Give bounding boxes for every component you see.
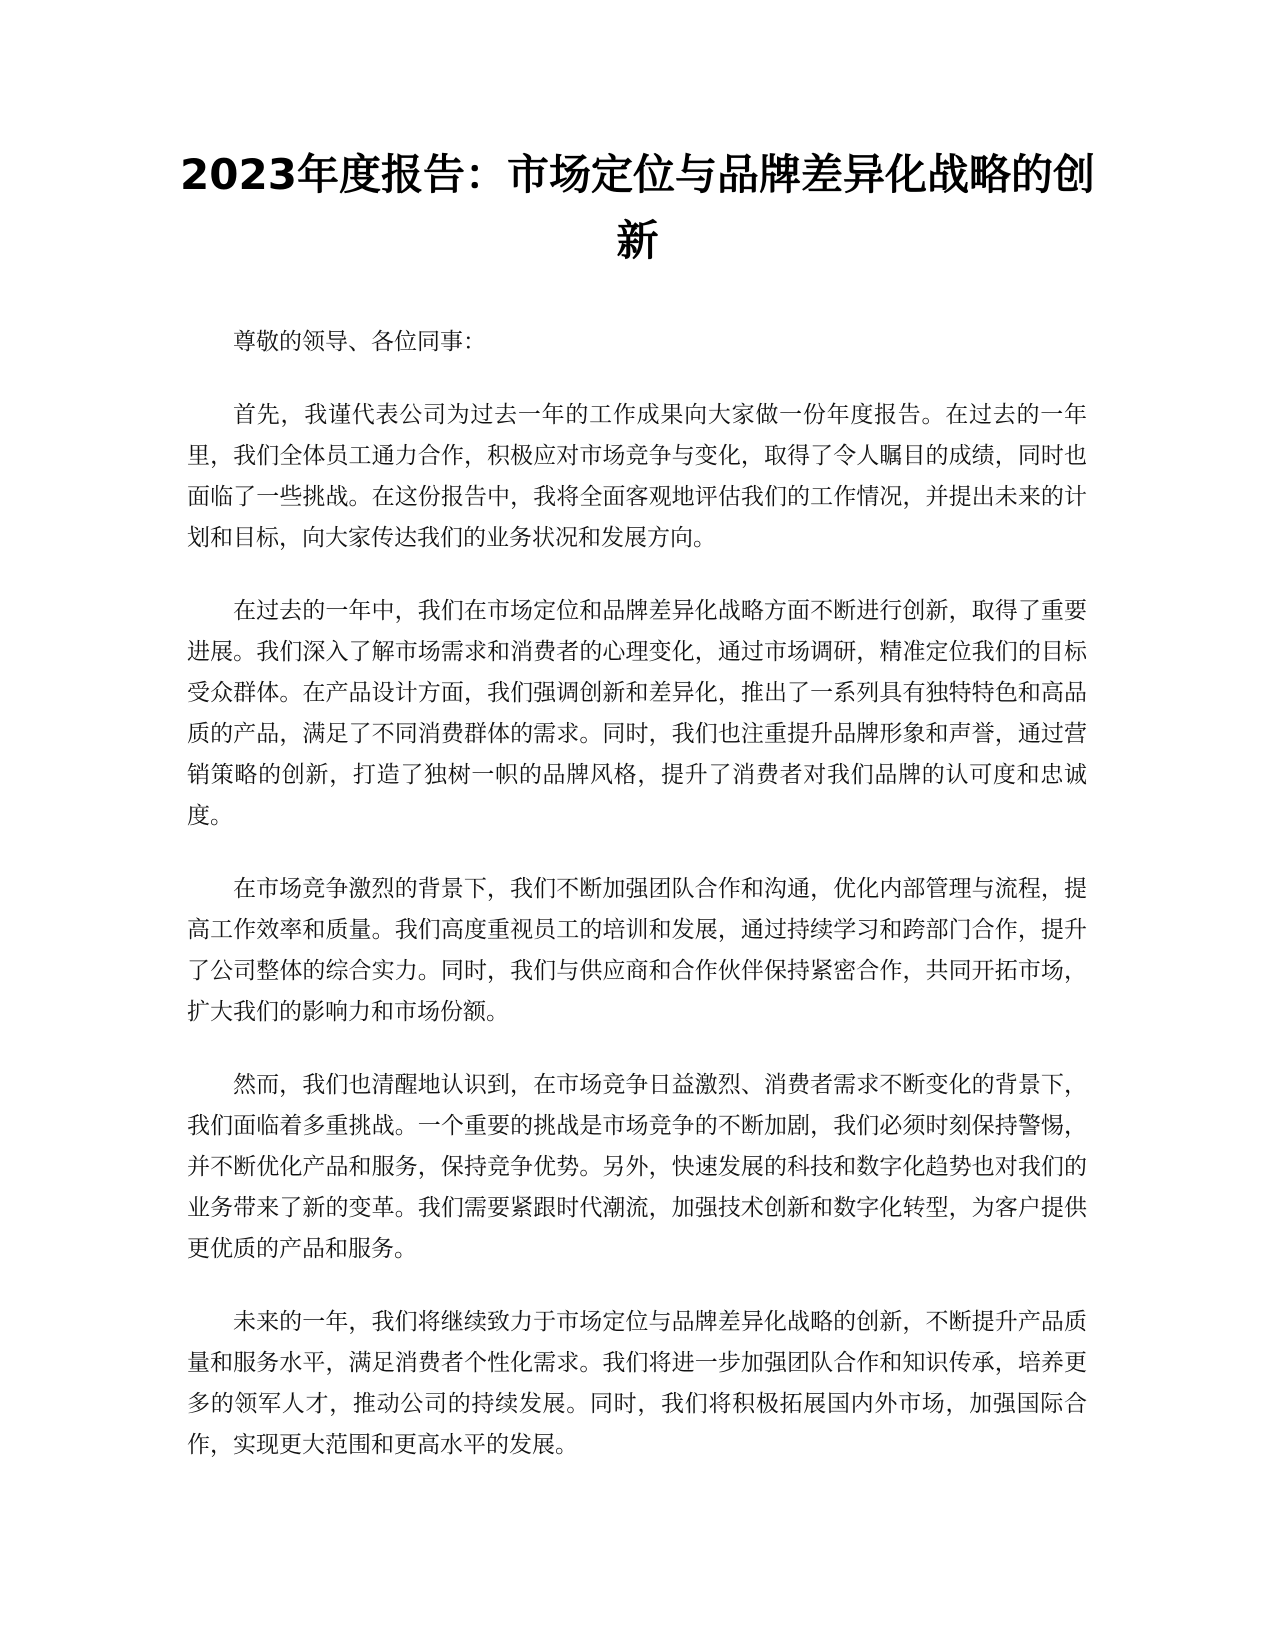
- paragraph-innovation: 在过去的一年中，我们在市场定位和品牌差异化战略方面不断进行创新，取得了重要进展。我们深入了解市场需求和消费者的心理变化，通过市场调研，精准定位我们的目标受众群体。在产品设计方面，我们强调创新和差异化，推出了一系列具有独特特色和高品质的产品，满足了不同消费群体的需求。同时，我们也注重提升品牌形象和声誉，通过营销策略的创新，打造了独树一帜的品牌风格，提升了消费者对我们品牌的认可度和忠诚度。: [187, 598, 1087, 829]
- salutation: 尊敬的领导、各位同事：: [233, 329, 486, 355]
- paragraph-teamwork: 在市场竞争激烈的背景下，我们不断加强团队合作和沟通，优化内部管理与流程，提高工作效率和质量。我们高度重视员工的培训和发展，通过持续学习和跨部门合作，提升了公司整体的综合实力。同时，我们与供应商和合作伙伴保持紧密合作，共同开拓市场，扩大我们的影响力和市场份额。: [187, 876, 1087, 1025]
- document-title: 2023年度报告：市场定位与品牌差异化战略的创新: [180, 150, 1095, 265]
- paragraph-future: 未来的一年，我们将继续致力于市场定位与品牌差异化战略的创新，不断提升产品质量和服务水平，满足消费者个性化需求。我们将进一步加强团队合作和知识传承，培养更多的领军人才，推动公司的持续发展。同时，我们将积极拓展国内外市场，加强国际合作，实现更大范围和更高水平的发展。: [187, 1309, 1087, 1458]
- paragraph-intro: 首先，我谨代表公司为过去一年的工作成果向大家做一份年度报告。在过去的一年里，我们全体员工通力合作，积极应对市场竞争与变化，取得了令人瞩目的成绩，同时也面临了一些挑战。在这份报告中，我将全面客观地评估我们的工作情况，并提出未来的计划和目标，向大家传达我们的业务状况和发展方向。: [187, 402, 1087, 551]
- paragraph-challenges: 然而，我们也清醒地认识到，在市场竞争日益激烈、消费者需求不断变化的背景下，我们面临着多重挑战。一个重要的挑战是市场竞争的不断加剧，我们必须时刻保持警惕，并不断优化产品和服务，保持竞争优势。另外，快速发展的科技和数字化趋势也对我们的业务带来了新的变革。我们需要紧跟时代潮流，加强技术创新和数字化转型，为客户提供更优质的产品和服务。: [187, 1072, 1087, 1262]
- document-body: [187, 322, 1087, 1498]
